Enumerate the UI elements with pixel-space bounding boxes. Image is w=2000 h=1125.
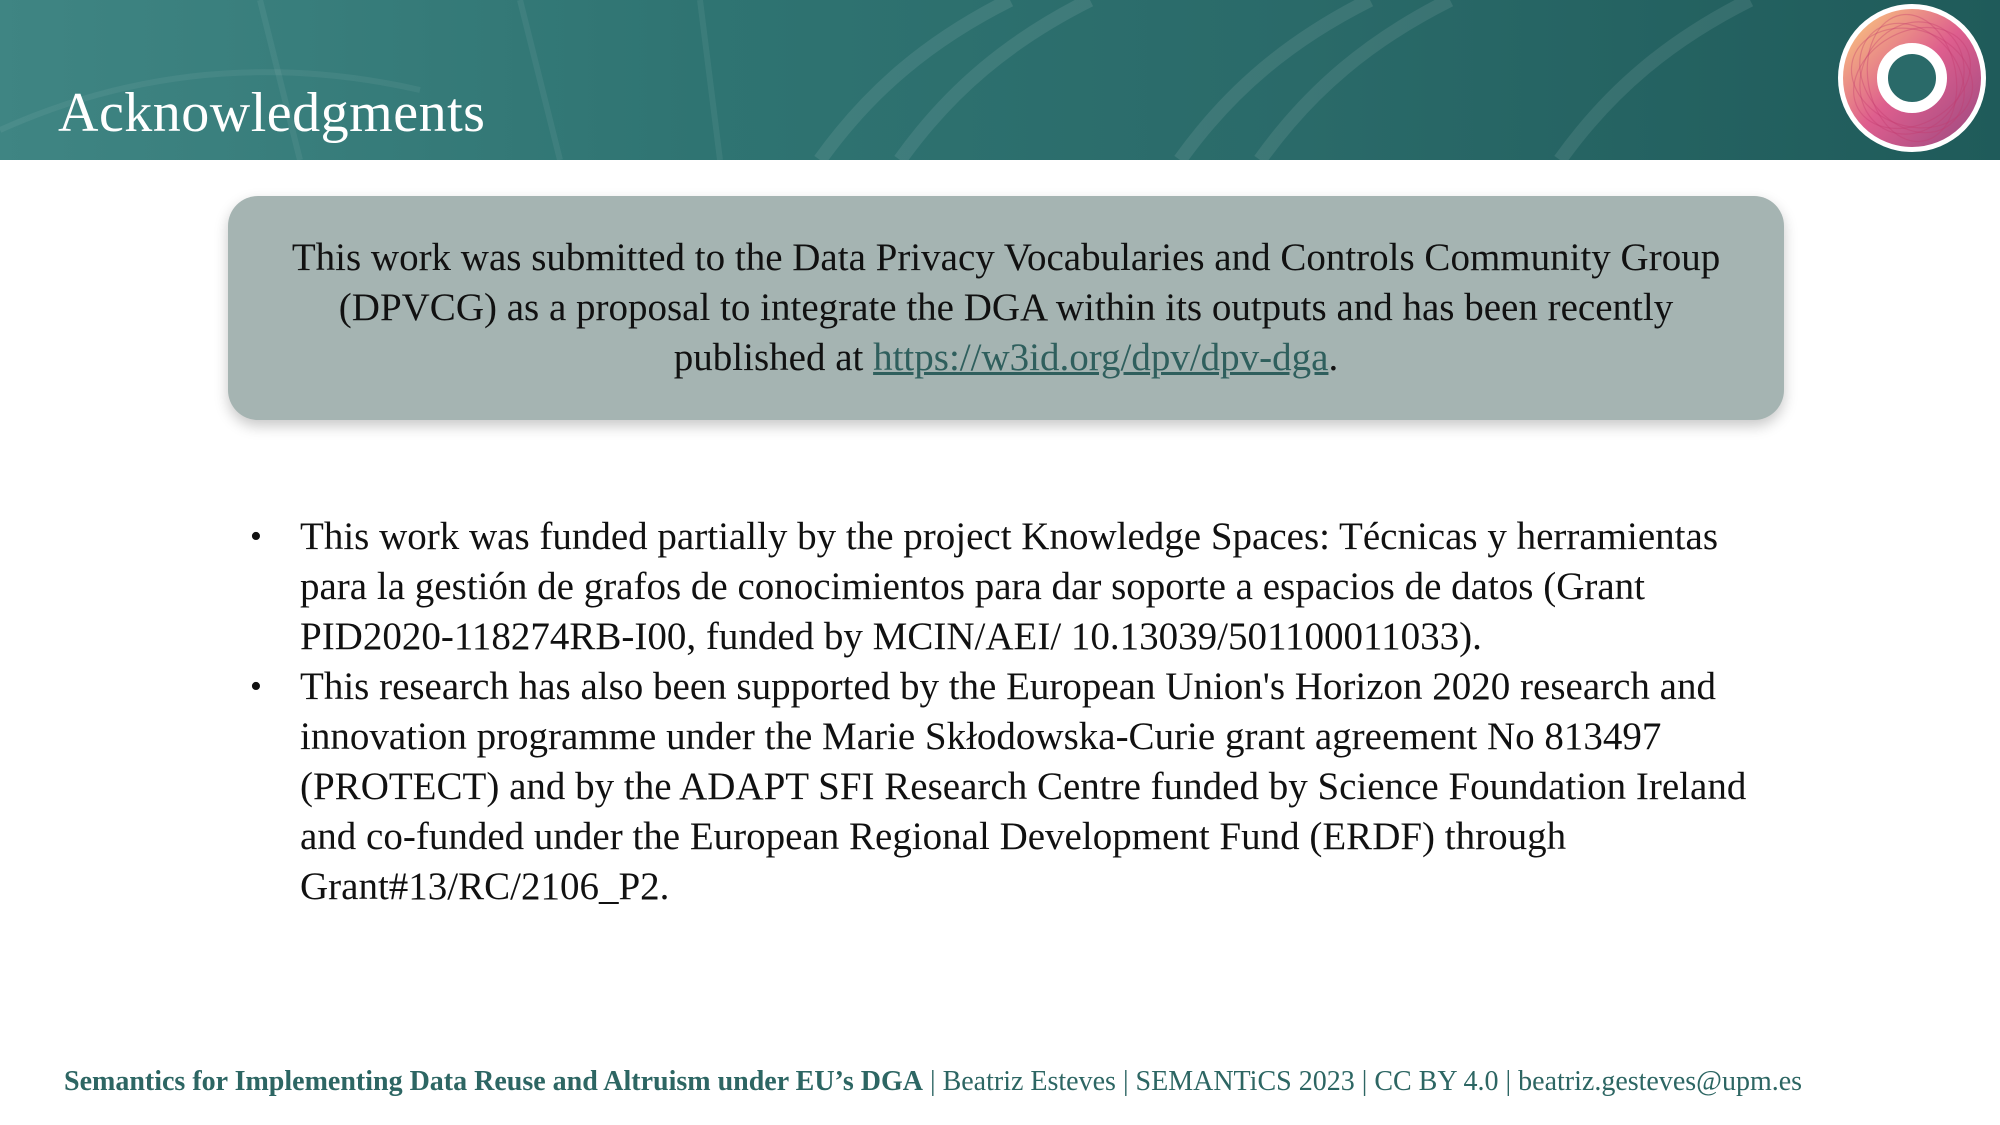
callout-text-end: . — [1328, 336, 1339, 379]
bullet-text: This research has also been supported by the European Union's Horizon 2020 research and innovation programme under the Marie Skłodowska-Curie grant agreement No 813497 (PROTECT) and by the ADAPT SFI Research Centre funded by Science Foundation Ireland and co-funded under the European Regional Development Fund (ERDF) through Grant#13/RC/2106_P2. — [300, 665, 1747, 908]
header-banner — [0, 0, 2000, 160]
callout-text: This work was submitted to the Data Privacy Vocabularies and Controls Community Group (DPVCG) as a proposal to integrate the DGA within its outputs and has been recently published at — [291, 236, 1721, 379]
bullet-text: This work was funded partially by the project Knowledge Spaces: Técnicas y herramientas para la gestión de grafos de conocimientos para dar soporte a espacios de datos (Grant PID2020-118274RB-I00, funded by MCIN/AEI/ 10.13039/501100011033). — [300, 515, 1718, 658]
footer-license: CC BY 4.0 — [1374, 1066, 1499, 1097]
footer-presentation-title: Semantics for Implementing Data Reuse and Altruism under EU’s DGA — [64, 1066, 923, 1097]
footer-event: SEMANTiCS 2023 — [1135, 1066, 1355, 1097]
dpvcg-callout-box — [228, 196, 1784, 420]
dpv-dga-link[interactable]: https://w3id.org/dpv/dpv-dga — [873, 336, 1329, 379]
slide-title: Acknowledgments — [58, 82, 486, 144]
footer-separator: | — [1115, 1066, 1136, 1097]
spiral-ring-logo-icon — [1836, 2, 1988, 154]
funding-bullet-list — [250, 512, 1790, 912]
bullet-icon: • — [250, 518, 262, 555]
footer-separator: | — [1498, 1066, 1519, 1097]
list-item — [250, 662, 1790, 912]
footer-separator: | — [1354, 1066, 1375, 1097]
slide-footer — [64, 1062, 1802, 1102]
bullet-icon: • — [250, 668, 262, 705]
footer-author: Beatriz Esteves — [942, 1066, 1116, 1097]
list-item — [250, 512, 1790, 662]
footer-email[interactable]: beatriz.gesteves@upm.es — [1518, 1066, 1803, 1097]
footer-separator: | — [922, 1066, 943, 1097]
